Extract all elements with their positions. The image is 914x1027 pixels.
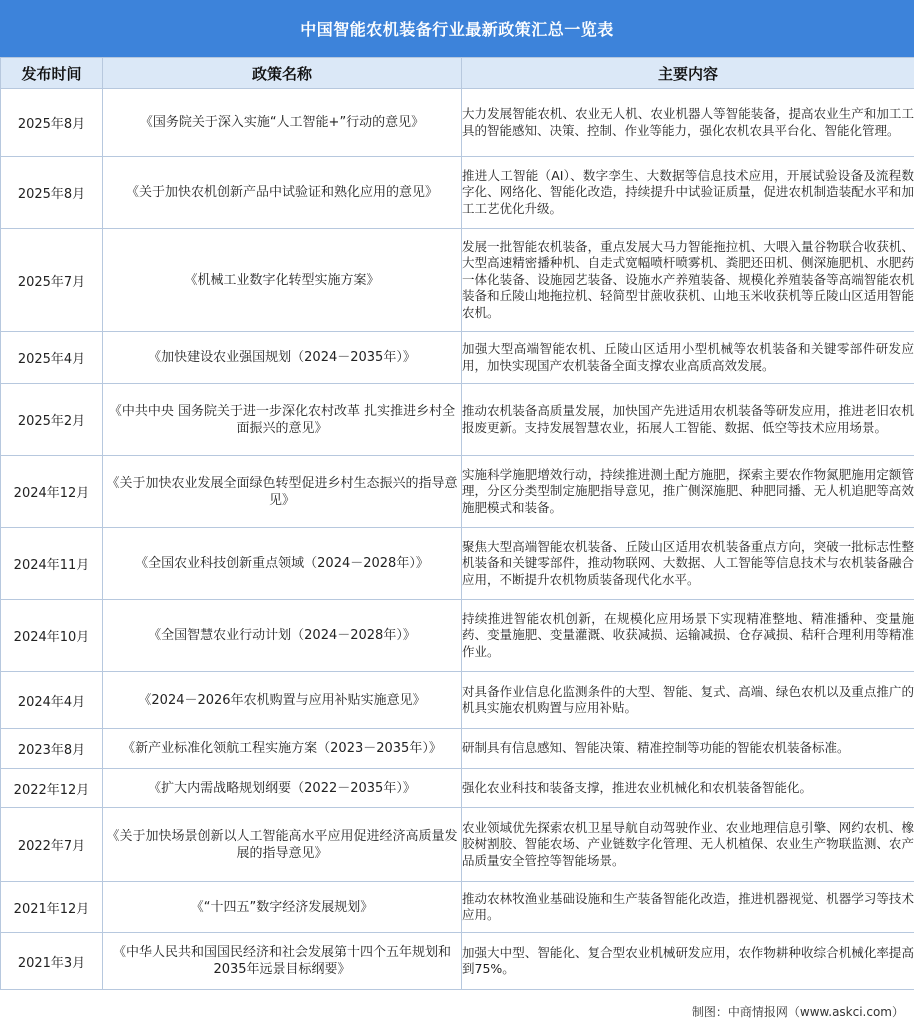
source-credit: 制图：中商情报网（www.askci.com） — [691, 1004, 904, 1019]
row-policy-name: 《国务院关于深入实施“人工智能+”行动的意见》 — [103, 89, 462, 157]
row-policy-name: 《新产业标准化领航工程实施方案（2023－2035年）》 — [103, 729, 462, 769]
row-policy-name: 《关于加快场景创新以人工智能高水平应用促进经济高质量发展的指导意见》 — [103, 808, 462, 882]
row-date: 2025年7月 — [1, 229, 103, 332]
row-date: 2025年8月 — [1, 89, 103, 157]
row-content: 聚焦大型高端智能农机装备、丘陵山区适用农机装备重点方向，突破一批标志性整机装备和关键零部件，推动物联网、大数据、人工智能等信息技术与农机装备融合应用，不断提升农机物质装备现代化水平。 — [462, 528, 914, 600]
table-row — [1, 769, 914, 808]
row-content: 大力发展智能农机、农业无人机、农业机器人等智能装备，提高农业生产和加工工具的智能感知、决策、控制、作业等能力，强化农机农具平台化、智能化管理。 — [462, 89, 914, 157]
table-row — [1, 882, 914, 933]
table-row — [1, 384, 914, 456]
row-content: 对具备作业信息化监测条件的大型、智能、复式、高端、绿色农机以及重点推广的机具实施农机购置与应用补贴。 — [462, 672, 914, 729]
row-policy-name: 《中华人民共和国国民经济和社会发展第十四个五年规划和2035年远景目标纲要》 — [103, 933, 462, 990]
row-policy-name: 《扩大内需战略规划纲要（2022－2035年）》 — [103, 769, 462, 808]
row-date: 2025年2月 — [1, 384, 103, 456]
table-row — [1, 456, 914, 528]
row-policy-name: 《“十四五”数字经济发展规划》 — [103, 882, 462, 933]
row-policy-name: 《中共中央 国务院关于进一步深化农村改革 扎实推进乡村全面振兴的意见》 — [103, 384, 462, 456]
header-main-content: 主要内容 — [462, 58, 914, 89]
row-date: 2022年12月 — [1, 769, 103, 808]
row-date: 2024年11月 — [1, 528, 103, 600]
header-date: 发布时间 — [1, 58, 103, 89]
row-date: 2024年12月 — [1, 456, 103, 528]
policy-table — [0, 57, 914, 990]
row-date: 2024年10月 — [1, 600, 103, 672]
row-content: 强化农业科技和装备支撑，推进农业机械化和农机装备智能化。 — [462, 769, 914, 808]
row-policy-name: 《机械工业数字化转型实施方案》 — [103, 229, 462, 332]
table-row — [1, 808, 914, 882]
table-row — [1, 672, 914, 729]
row-date: 2024年4月 — [1, 672, 103, 729]
table-row — [1, 157, 914, 229]
row-date: 2021年3月 — [1, 933, 103, 990]
row-content: 推动农林牧渔业基础设施和生产装备智能化改造，推进机器视觉、机器学习等技术应用。 — [462, 882, 914, 933]
table-row — [1, 89, 914, 157]
header-policy-name: 政策名称 — [103, 58, 462, 89]
row-content: 农业领域优先探索农机卫星导航自动驾驶作业、农业地理信息引擎、网约农机、橡胶树割胶、智能农场、产业链数字化管理、无人机植保、农业生产物联监测、农产品质量安全管控等智能场景。 — [462, 808, 914, 882]
table-header-row — [1, 58, 914, 89]
row-policy-name: 《关于加快农业发展全面绿色转型促进乡村生态振兴的指导意见》 — [103, 456, 462, 528]
row-date: 2023年8月 — [1, 729, 103, 769]
row-date: 2025年4月 — [1, 332, 103, 384]
row-content: 研制具有信息感知、智能决策、精准控制等功能的智能农机装备标准。 — [462, 729, 914, 769]
table-row — [1, 729, 914, 769]
row-content: 推进人工智能（AI）、数字孪生、大数据等信息技术应用，开展试验设备及流程数字化、网络化、智能化改造，持续提升中试验证质量，促进农机制造装配水平和加工工艺优化升级。 — [462, 157, 914, 229]
table-row — [1, 600, 914, 672]
row-policy-name: 《2024－2026年农机购置与应用补贴实施意见》 — [103, 672, 462, 729]
row-content: 发展一批智能农机装备，重点发展大马力智能拖拉机、大喂入量谷物联合收获机、大型高速精密播种机、自走式宽幅喷杆喷雾机、粪肥还田机、侧深施肥机、水肥药一体化装备、设施园艺装备、设施水产养殖装备、规模化养殖装备等高端智能农机装备和丘陵山地拖拉机、轻简型甘蔗收获机、山地玉米收获机等丘陵山区适用智能农机。 — [462, 229, 914, 332]
row-policy-name: 《全国农业科技创新重点领域（2024－2028年）》 — [103, 528, 462, 600]
row-date: 2025年8月 — [1, 157, 103, 229]
row-date: 2021年12月 — [1, 882, 103, 933]
table-row — [1, 229, 914, 332]
row-date: 2022年7月 — [1, 808, 103, 882]
page-title: 中国智能农机装备行业最新政策汇总一览表 — [0, 0, 914, 57]
row-policy-name: 《全国智慧农业行动计划（2024－2028年）》 — [103, 600, 462, 672]
row-policy-name: 《关于加快农机创新产品中试验证和熟化应用的意见》 — [103, 157, 462, 229]
row-content: 持续推进智能农机创新，在规模化应用场景下实现精准整地、精准播种、变量施药、变量施肥、变量灌溉、收获减损、运输减损、仓存减损、秸秆合理利用等精准作业。 — [462, 600, 914, 672]
row-content: 加强大中型、智能化、复合型农业机械研发应用，农作物耕种收综合机械化率提高到75%。 — [462, 933, 914, 990]
row-policy-name: 《加快建设农业强国规划（2024－2035年）》 — [103, 332, 462, 384]
table-row — [1, 528, 914, 600]
row-content: 加强大型高端智能农机、丘陵山区适用小型机械等农机装备和关键零部件研发应用，加快实现国产农机装备全面支撑农业高质高效发展。 — [462, 332, 914, 384]
row-content: 推动农机装备高质量发展，加快国产先进适用农机装备等研发应用，推进老旧农机报废更新。支持发展智慧农业，拓展人工智能、数据、低空等技术应用场景。 — [462, 384, 914, 456]
table-row — [1, 332, 914, 384]
row-content: 实施科学施肥增效行动，持续推进测土配方施肥，探索主要农作物氮肥施用定额管理，分区分类型制定施肥指导意见，推广侧深施肥、种肥同播、无人机追肥等高效施肥模式和装备。 — [462, 456, 914, 528]
table-row — [1, 933, 914, 990]
